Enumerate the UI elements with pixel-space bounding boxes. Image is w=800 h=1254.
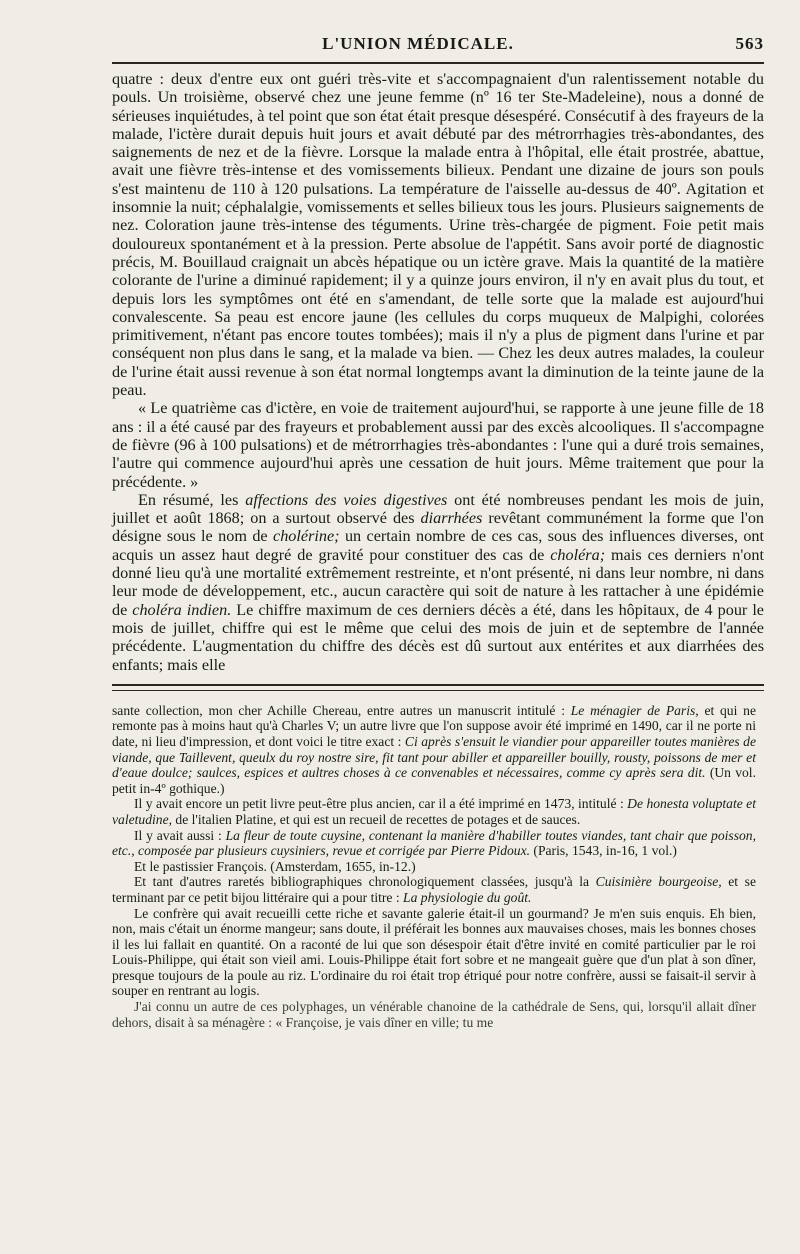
fn2-italic-1: De honesta voluptate et valetudine, <box>112 796 756 827</box>
summary-text-2: ont été nombreuses pendant les mois de juin, juillet et août 1868; on a surtout observé des <box>112 490 764 528</box>
fn2-text-1: Il y avait encore un petit livre peut-être plus ancien, car il a été imprimé en 1473, intitulé : <box>134 796 628 812</box>
summary-italic-5: choléra indien. <box>132 600 232 619</box>
page-number: 563 <box>735 34 764 53</box>
main-text <box>112 70 764 674</box>
fn1-italic-2: Ci après s'ensuit le viandier pour appareiller toutes manières de viande, que Taillevent, queulx du roy nostre sire, fit tant pour abiller et appareiller bouilly, rousty, poissons de mer et d'eaue doulce; saulces, espices et aultres choses à ce convenables et nécessaires, comme cy après sera dit. <box>112 733 757 781</box>
summary-text-3: revêtant communément la forme que l'on désigne sous le nom de <box>112 509 765 546</box>
footnote-rule <box>112 684 764 691</box>
footnote-platine <box>112 796 756 827</box>
paragraph-summary <box>112 491 764 674</box>
paragraph-continued: quatre : deux d'entre eux ont guéri très-vite et s'accompagnaient d'un ralentissement notable du pouls. Un troisième, observé chez une jeune femme (nº 16 ter Ste-Madeleine), nous a donné de sérieuses inquiétudes, à tel point que son état était presque désespéré. Consécutif à des frayeurs de la malade, l'ictère durait depuis huit jours et avait débuté par des métrorrhagies très-abondantes, des saignements de nez et de la fièvre. Lorsque la malade entra à l'hôpital, elle était prostrée, abattue, avait une fièvre très-intense et des vomissements bilieux. Pendant une dizaine de jours son pouls s'est maintenu de 110 à 120 pulsations. La température de l'aisselle au-dessus de 40º. Agitation et insomnie la nuit; céphalalgie, vomissements et selles bilieux tous les jours. Plusieurs saignements de nez. Coloration jaune très-intense des téguments. Urine très-chargée de pigment. Foie petit mais douloureux spontanément et à la pression. Perte absolue de l'appétit. Sans avoir porté de diagnostic précis, M. Bouillaud craignait un abcès hépatique ou un ictère grave. Mais la quantité de la matière colorante de l'urine a diminué rapidement; il y a quinze jours environ, il n'y en avait plus du tout, et depuis lors les symptômes ont été en s'amendant, de telle sorte que la malade est aujourd'hui convalescente. Sa peau est encore jaune (les cellules du corps muqueux de Malpighi, colorées primitivement, n'étant pas encore toutes tombées); mais il n'y a plus de pigment dans l'urine et par conséquent non plus dans le sang, et la malade va bien. — Chez les deux autres malades, la couleur de l'urine était aussi revenue à son état normal longtemps avant la diminution de la teinte jaune de la peau. <box>112 70 764 400</box>
summary-italic-4: choléra; <box>550 545 606 564</box>
summary-italic-3: cholérine; <box>273 527 340 546</box>
summary-text-5: mais ces derniers n'ont donné lieu qu'à une mortalité extrêmement restreinte, et n'ont présenté, ni dans leur nombre, ni dans leur mode de développement, etc., aucun caractère qui soit de nature à les rattacher à une épidémie de <box>112 545 764 619</box>
summary-text-6: Le chiffre maximum de ces derniers décès a été, dans les hôpitaux, de 4 pour le mois de juillet, chiffre qui est le même que celui des mois de juin et de septembre de l'année précédente. L'augmentation du chiffre des décès est dû surtout aux entérites et aux diarrhées des enfants; mais elle <box>112 600 764 674</box>
fn5-italic-1: Cuisinière bourgeoise, <box>595 874 722 890</box>
footnote-pastissier: Et le pastissier François. (Amsterdam, 1655, in-12.) <box>134 858 416 874</box>
summary-italic-1: affections des voies digestives <box>245 490 448 509</box>
fn3-italic-1: La fleur de toute cuysine, contenant la manière d'habiller toutes viandes, tant chair que poisson, etc., composée par plusieurs cuysiniers, revue et corrigée par Pierre Pidoux. <box>112 827 756 859</box>
fn1-italic-1: Le ménagier de Paris, <box>570 702 699 718</box>
footnote-raretes <box>112 874 756 905</box>
fn5-text-2: et se terminant par ce petit bijou littéraire qui a pour titre : <box>112 874 756 905</box>
paragraph-quote: « Le quatrième cas d'ictère, en voie de traitement aujourd'hui, se rapporte à une jeune fille de 18 ans : il a été causé par des frayeurs et probablement aussi par des excès alcooliques. Il s'accompagne de fièvre (96 à 100 pulsations) et de métrorrhagies très-abondantes : l'une qui a duré trois semaines, l'autre qui commence aujourd'hui après une cessation de huit jours. Même traitement que pour la précédente. » <box>112 399 764 491</box>
footnote-fleur <box>112 828 756 859</box>
page-header <box>112 24 764 56</box>
summary-text-4: un certain nombre de ces cas, sous des influences diverses, ont acquis un assez haut degré de gravité pour constituer des cas de <box>112 527 764 564</box>
fn5-italic-2: La physiologie du goût. <box>403 889 532 905</box>
fn5-text-1: Et tant d'autres raretés bibliographiques chronologiquement classées, jusqu'à la <box>134 874 596 890</box>
summary-italic-2: diarrhées <box>420 509 483 528</box>
footnote-gourmand: Le confrère qui avait recueilli cette riche et savante galerie était-il un gourmand? Je m'en suis enquis. Eh bien, non, mais c'était un énorme mangeur; sans doute, il préférait les bonnes aux mauvaises choses, mais les bonnes choses il les lui fallait en quantité. On a raconté de lui que son désespoir était d'être invité en comité particulier par le roi Louis-Philippe, qui était son vieil ami. Louis-Philippe était fort sobre et ne mangeait guère que d'un plat à son dîner, presque toujours de la poule au riz. L'ordinaire du roi était trop étriqué pour notre confrère, aussi se faisait-il servir à souper en rentrant au logis. <box>112 905 756 999</box>
summary-text-1: En résumé, les <box>138 490 246 509</box>
footnote-collection <box>112 703 756 797</box>
footnotes <box>112 703 764 1030</box>
fn1-text-1: sante collection, mon cher Achille Chereau, entre autres un manuscrit intitulé : <box>112 702 571 718</box>
fn3-text-1: Il y avait aussi : <box>134 827 226 843</box>
fn3-text-2: (Paris, 1543, in-16, 1 vol.) <box>530 843 677 859</box>
fn2-text-2: de l'italien Platine, et qui est un recueil de recettes de potages et de sauces. <box>172 811 581 827</box>
header-rule <box>112 62 764 64</box>
running-title: L'UNION MÉDICALE. <box>322 34 514 53</box>
fn1-text-2: et qui ne remonte pas à moins haut qu'à Charles V; un autre livre que l'on suppose avoir été imprimé en 1490, car il ne porte ni date, ni lieu d'impression, et dont voici le titre exact : <box>112 702 756 749</box>
footnote-chanoine: J'ai connu un autre de ces polyphages, un vénérable chanoine de la cathédrale de Sens, qui, lorsqu'il allait dîner dehors, disait à sa ménagère : « Françoise, je vais dîner en ville; tu me <box>112 999 756 1030</box>
fn1-text-3: (Un vol. petit in-4º gothique.) <box>112 765 756 796</box>
